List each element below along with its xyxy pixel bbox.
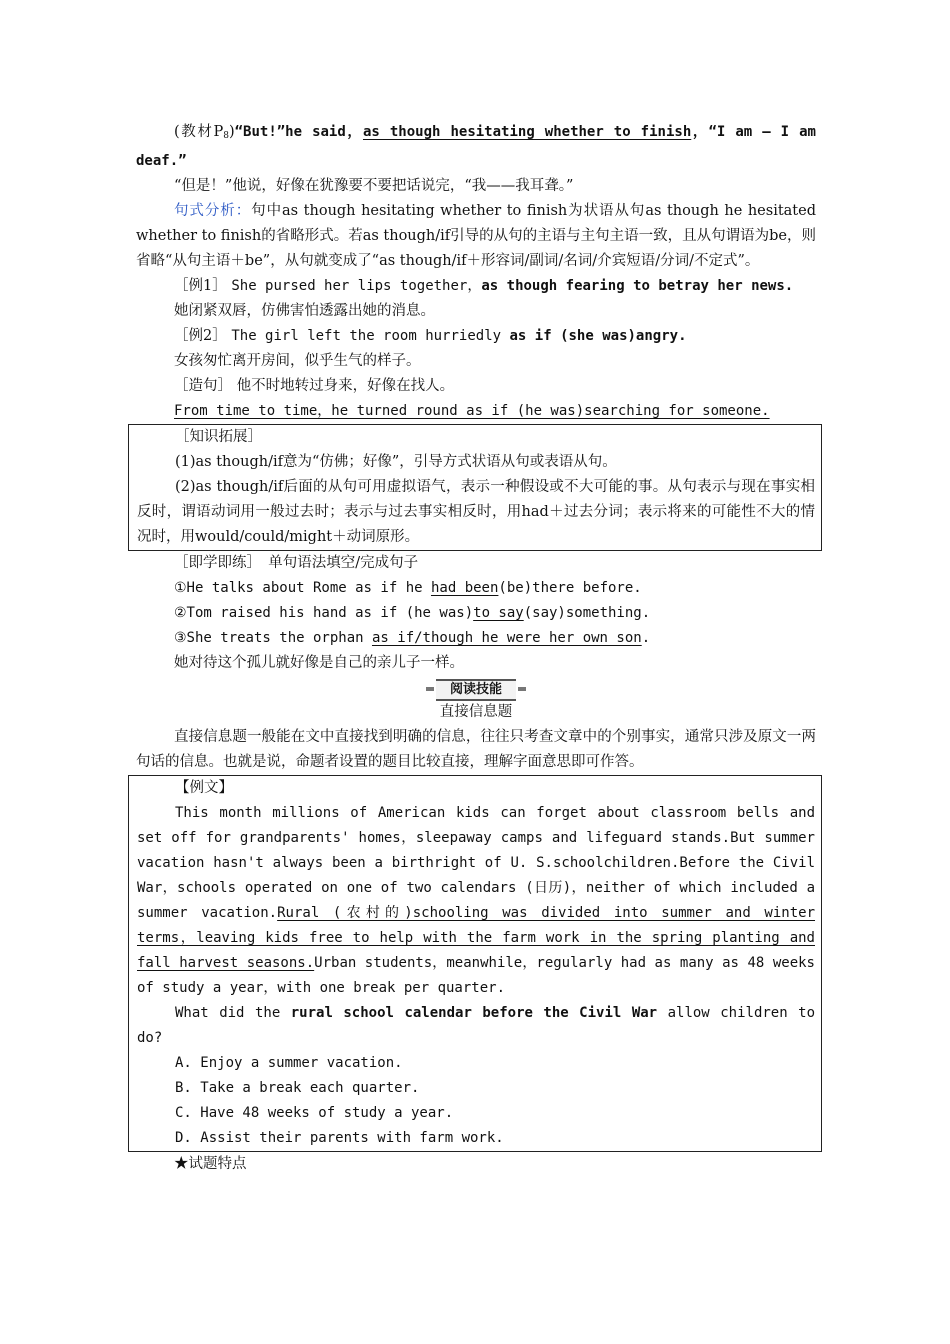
knowledge-point-1: (1)as though/if意为“仿佛；好像”，引导方式状语从句或表语从句。 <box>175 454 617 470</box>
skill-badge-row <box>136 678 816 700</box>
example-tag: ［例2］ <box>174 328 227 344</box>
example-bold: as though fearing to betray her news. <box>481 278 794 294</box>
example-2-cn: 女孩匆忙离开房间，似乎生气的样子。 <box>174 353 421 369</box>
analysis-paragraph <box>136 199 816 274</box>
practice-q3: ③She treats the orphan as if/though he were her own son. <box>174 630 651 646</box>
example-text: She pursed her lips together， <box>231 278 482 294</box>
quote-underlined: as though hesitating whether to finish <box>362 124 692 140</box>
option-b: B. Take a break each quarter. <box>175 1080 420 1096</box>
example-passage-title: 【例文】 <box>175 780 233 796</box>
sentence-making <box>136 374 816 399</box>
quote-end: ，“I am — I am deaf.” <box>136 124 816 169</box>
option-c: C. Have 48 weeks of study a year. <box>175 1105 454 1121</box>
knowledge-point-2: (2)as though/if后面的从句可用虚拟语气，表示一种假设或不大可能的事。从句表示与现在事实相反时，谓语动词用一般过去时；表示与过去事实相反时，用had＋过去分词；表示将来的可能性不大的情况时，用would/could/might＋动词原形。 <box>137 479 815 545</box>
knowledge-box <box>128 424 822 551</box>
skill-badge: 阅读技能 <box>436 679 516 701</box>
intro-quote <box>136 120 816 174</box>
blank-answer: to say <box>473 605 524 621</box>
example-bold: as if (she was)angry. <box>509 328 687 344</box>
practice-q1: ①He talks about Rome as if he had been(be)there before. <box>174 580 642 596</box>
example-passage-box <box>128 775 822 1152</box>
example-tag: ［例1］ <box>174 278 227 294</box>
option-a: A. Enjoy a summer vacation. <box>175 1055 403 1071</box>
intro-translation: “但是！”他说，好像在犹豫要不要把话说完，“我——我耳聋。” <box>174 178 574 194</box>
sentence-answer <box>136 399 816 424</box>
example-1 <box>136 274 816 299</box>
sentence-prompt: 他不时地转过身来，好像在找人。 <box>236 378 455 394</box>
example-text: The girl left the room hurriedly <box>231 328 510 344</box>
example-question: What did the rural school calendar before the Civil War allow children to do? <box>137 1005 815 1046</box>
practice-title: ［即学即练］ 单句语法填空/完成句子 <box>174 555 419 571</box>
skill-intro: 直接信息题一般能在文中直接找到明确的信息，往往只考查文章中的个别事实，通常只涉及原文一两句话的信息。也就是说，命题者设置的题目比较直接，理解字面意思即可作答。 <box>136 729 816 770</box>
source-ref: (教材$P_8$) <box>174 124 235 141</box>
quote-start: “But!”he said， <box>234 124 363 140</box>
document-page <box>136 120 816 1177</box>
example-passage-text: This month millions of American kids can forget about classroom bells and set off for grandparents' homes，sleepaway camps and lifeguard stands.But summer vacation hasn't always been a birthright of U. S.schoolchildren.Before the Civil War，schools operated on one of two calendars (日历)，neither of which included a summer vacation.Rural (农村的)schooling was divided into summer and winter terms，leaving kids free to help with the farm work in the spring planting and fall harvest seasons.Urban students，meanwhile，regularly had as many as 48 weeks of study a year，with one break per quarter. <box>137 805 816 996</box>
analysis-label: 句式分析： <box>174 203 252 219</box>
passage-underlined: Rural (农村的)schooling was divided into summer and winter terms，leaving kids free to help with the farm work in the spring planting and fall harvest seasons. <box>137 905 816 971</box>
practice-q2: ②Tom raised his hand as if (he was)to say(say)something. <box>174 605 651 621</box>
sentence-tag: ［造句］ <box>174 378 232 394</box>
features-label: ★试题特点 <box>174 1156 247 1172</box>
question-bold: rural school calendar before the Civil War <box>290 1005 658 1021</box>
sentence-answer-text: From time to time，he turned round as if (he was)searching for someone. <box>174 403 770 419</box>
blank-answer: had been <box>430 580 499 596</box>
analysis-text: 句中as though hesitating whether to finish为状语从句as though he hesitated whether to finish的省略形式。若as though/if引导的从句的主语与主句主语一致，且从句谓语为be，则省略“从句主语＋be”，从句就变成了“as though/if＋形容词/副词/名词/介宾短语/分词/不定式”。 <box>136 203 817 269</box>
blank-answer: as if/though he were her own son <box>371 630 642 646</box>
practice-q3-cn: 她对待这个孤儿就好像是自己的亲儿子一样。 <box>174 655 464 671</box>
option-d: D. Assist their parents with farm work. <box>175 1130 504 1146</box>
example-2 <box>136 324 816 349</box>
skill-heading: 直接信息题 <box>439 704 513 720</box>
knowledge-title: ［知识拓展］ <box>175 429 262 445</box>
example-1-cn: 她闭紧双唇，仿佛害怕透露出她的消息。 <box>174 303 435 319</box>
